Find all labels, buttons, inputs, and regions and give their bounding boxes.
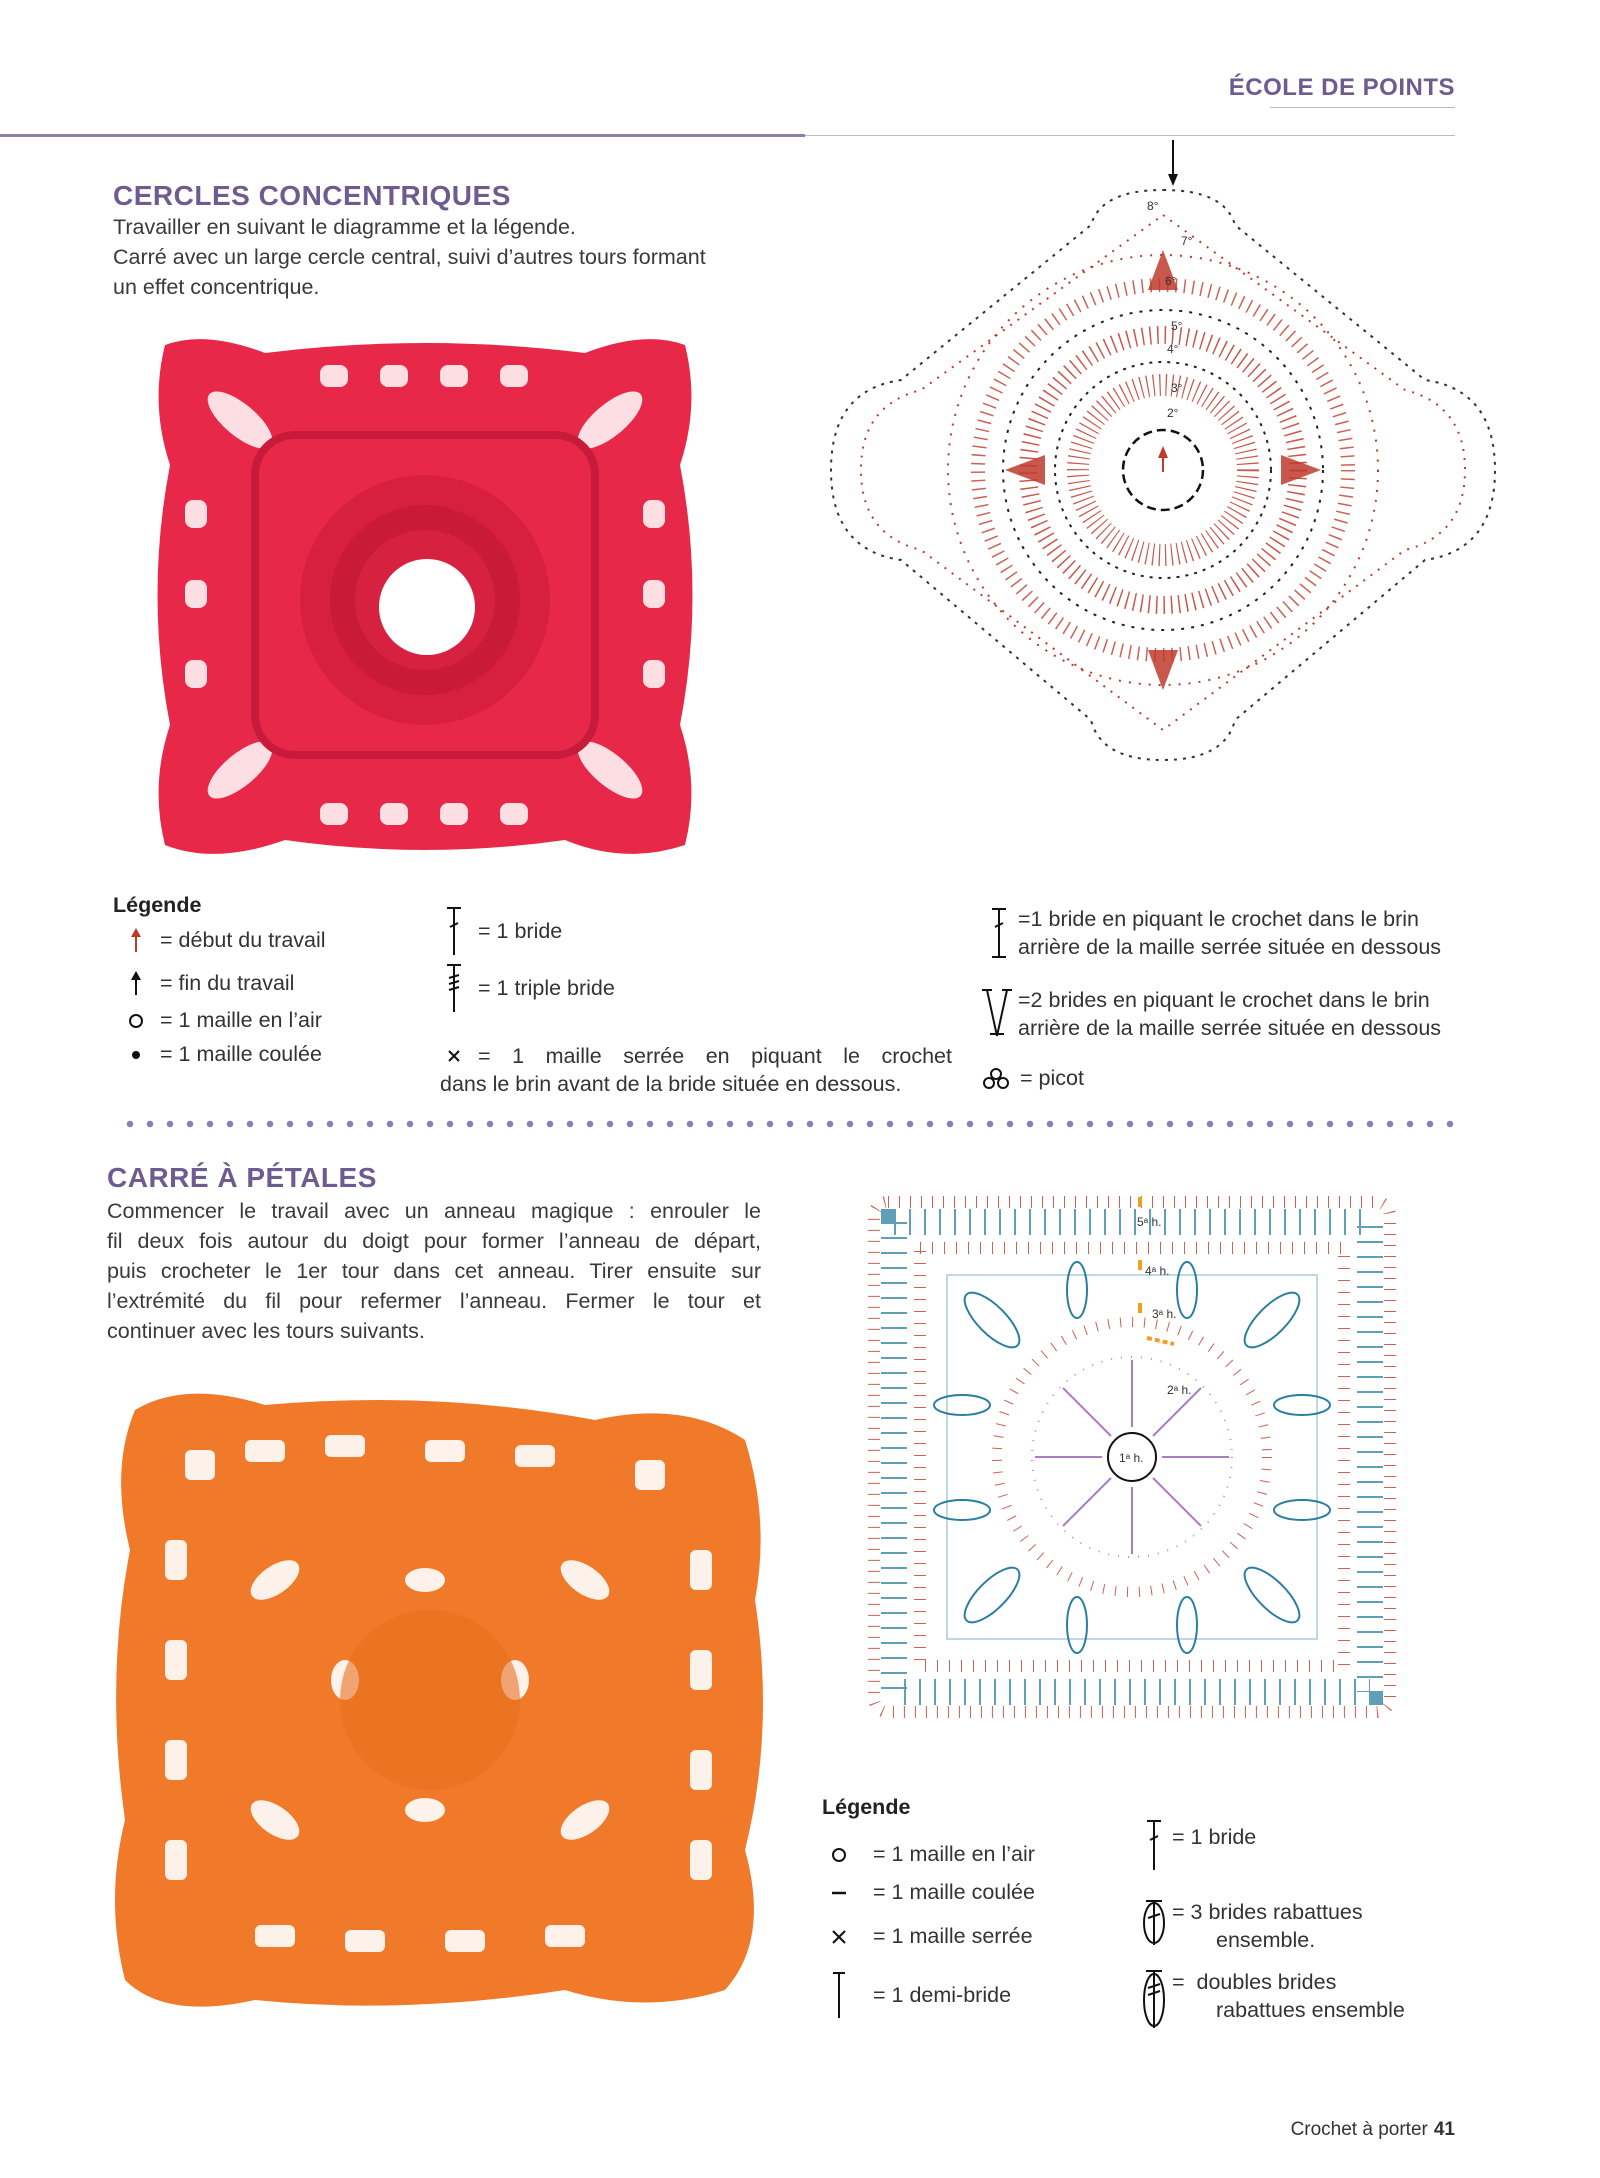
- round-label: 5ᵃ h.: [1137, 1215, 1162, 1229]
- concentric-diagram: [805, 140, 1520, 890]
- legend-text: rabattues ensemble: [1216, 1998, 1405, 2022]
- intro-line: Carré avec un large cercle central, suivi d’autres tours formant: [113, 245, 706, 269]
- intro-line: continuer avec les tours suivants.: [107, 1319, 425, 1343]
- legend1-heading: Légende: [113, 893, 202, 917]
- header-rule-right: [805, 135, 1455, 136]
- legend-text: = 1 triple bride: [478, 975, 615, 1000]
- intro-line: un effet concentrique.: [113, 275, 320, 299]
- legend-text: =2 brides en piquant le crochet dans le brin: [1018, 988, 1430, 1012]
- legend-text: = début du travail: [160, 927, 326, 952]
- legend-item: [122, 1042, 322, 1067]
- legend-text: dans le brin avant de la bride située en dessous.: [440, 1072, 902, 1096]
- section2-intro: [107, 1196, 761, 1346]
- two-brides-icon: [980, 986, 1018, 1042]
- bride-icon: [440, 905, 468, 957]
- intro-line: Commencer le travail avec un anneau magique : enrouler le: [107, 1199, 761, 1223]
- dot-icon: [122, 1050, 150, 1060]
- round-label: 7°: [1181, 234, 1193, 248]
- round-label: 3ᵃ h.: [1152, 1307, 1177, 1321]
- round-label: 8°: [1147, 199, 1159, 213]
- legend-item: [122, 1008, 322, 1033]
- legend-text: = 3 brides rabattues: [1172, 1900, 1363, 1924]
- legend-item: [440, 905, 562, 957]
- round-label: 4°: [1167, 342, 1179, 356]
- legend2-heading: Légende: [822, 1795, 911, 1819]
- legend-text: = 1 maille serrée: [873, 1924, 1033, 1948]
- intro-line: fil deux fois autour du doigt pour former l’anneau de départ,: [107, 1229, 761, 1253]
- round-label: 5°: [1171, 319, 1183, 333]
- intro-line: puis crocheter le 1er tour dans cet anneau. Tirer ensuite sur: [107, 1259, 761, 1283]
- legend-item: [825, 1880, 1035, 1905]
- legend-text: = 1 bride: [478, 918, 563, 943]
- magazine-name: Crochet à porter: [1290, 2119, 1428, 2140]
- section2-title: CARRÉ À PÉTALES: [107, 1162, 377, 1193]
- black-arrow-icon: [122, 970, 150, 996]
- legend-text: = 1 maille coulée: [160, 1042, 322, 1066]
- cross-icon: [825, 1929, 853, 1945]
- legend-item: [1140, 1898, 1363, 1954]
- legend-text: arrière de la maille serrée située en dessous: [1018, 1016, 1442, 1040]
- legend-text: = fin du travail: [160, 970, 295, 995]
- picot-icon: [982, 1068, 1010, 1090]
- double-brides-cluster-icon: [1140, 1968, 1172, 2032]
- legend-text: = 1 maille coulée: [873, 1880, 1035, 1904]
- bride-icon: [1140, 1818, 1168, 1872]
- legend-item: [825, 1842, 1035, 1867]
- half-bride-icon: [825, 1970, 853, 2020]
- legend-text: = 1 maille serrée en piquant le crochet: [478, 1044, 952, 1068]
- legend-item: [980, 986, 1441, 1042]
- petal-diagram: [862, 1190, 1402, 1725]
- header-rule: [0, 134, 805, 137]
- legend-item: [440, 962, 615, 1014]
- red-arrow-icon: [122, 927, 150, 953]
- three-brides-cluster-icon: [1140, 1898, 1172, 1948]
- orange-square-photo: [105, 1380, 775, 2020]
- legend-item: [1140, 1968, 1405, 2032]
- bride-back-loop-icon: [988, 905, 1018, 961]
- round-label: 6°: [1165, 274, 1177, 288]
- intro-line: Travailler en suivant le diagramme et la légende.: [113, 215, 576, 239]
- legend-text: ensemble.: [1216, 1928, 1316, 1952]
- legend-text: =1 bride en piquant le crochet dans le brin: [1018, 907, 1420, 931]
- legend-item: [122, 927, 326, 953]
- round-label: 2ᵃ h.: [1167, 1383, 1192, 1397]
- round-label: 4ᵃ h.: [1145, 1264, 1170, 1278]
- legend-text: = 1 maille en l’air: [160, 1008, 322, 1032]
- legend-text: = 1 demi-bride: [873, 1982, 1012, 2007]
- section1-intro: [113, 212, 793, 302]
- round-label: 3°: [1171, 381, 1183, 395]
- circle-icon: [122, 1013, 150, 1029]
- legend-item: [440, 1042, 952, 1098]
- legend-item: [982, 1066, 1084, 1091]
- legend-item: [825, 1924, 1033, 1949]
- page-footer: [1291, 2119, 1455, 2141]
- header-label-underline: [1270, 107, 1455, 108]
- legend-text: = picot: [1020, 1066, 1084, 1090]
- legend-item: [1140, 1818, 1256, 1872]
- round-label: 2°: [1167, 406, 1179, 420]
- section-separator: [120, 1120, 1460, 1128]
- red-square-photo: [145, 325, 705, 865]
- legend-item: [988, 905, 1441, 961]
- round-label: 1ᵃ h.: [1119, 1451, 1144, 1465]
- section-label: ÉCOLE DE POINTS: [1228, 74, 1455, 101]
- legend-item: [122, 970, 294, 996]
- triple-bride-icon: [440, 962, 468, 1014]
- cross-icon: [440, 1049, 468, 1063]
- legend-text: = 1 maille en l’air: [873, 1842, 1035, 1866]
- circle-icon: [825, 1847, 853, 1863]
- section1-title: CERCLES CONCENTRIQUES: [113, 180, 511, 211]
- dash-icon: [825, 1891, 853, 1895]
- page-number: 41: [1433, 2119, 1455, 2140]
- legend-text: = doubles brides: [1172, 1970, 1337, 1994]
- legend-item: [825, 1970, 1011, 2020]
- legend-text: = 1 bride: [1172, 1824, 1257, 1849]
- legend-text: arrière de la maille serrée située en dessous: [1018, 935, 1442, 959]
- intro-line: l’extrémité du fil pour refermer l’anneau. Fermer le tour et: [107, 1289, 761, 1313]
